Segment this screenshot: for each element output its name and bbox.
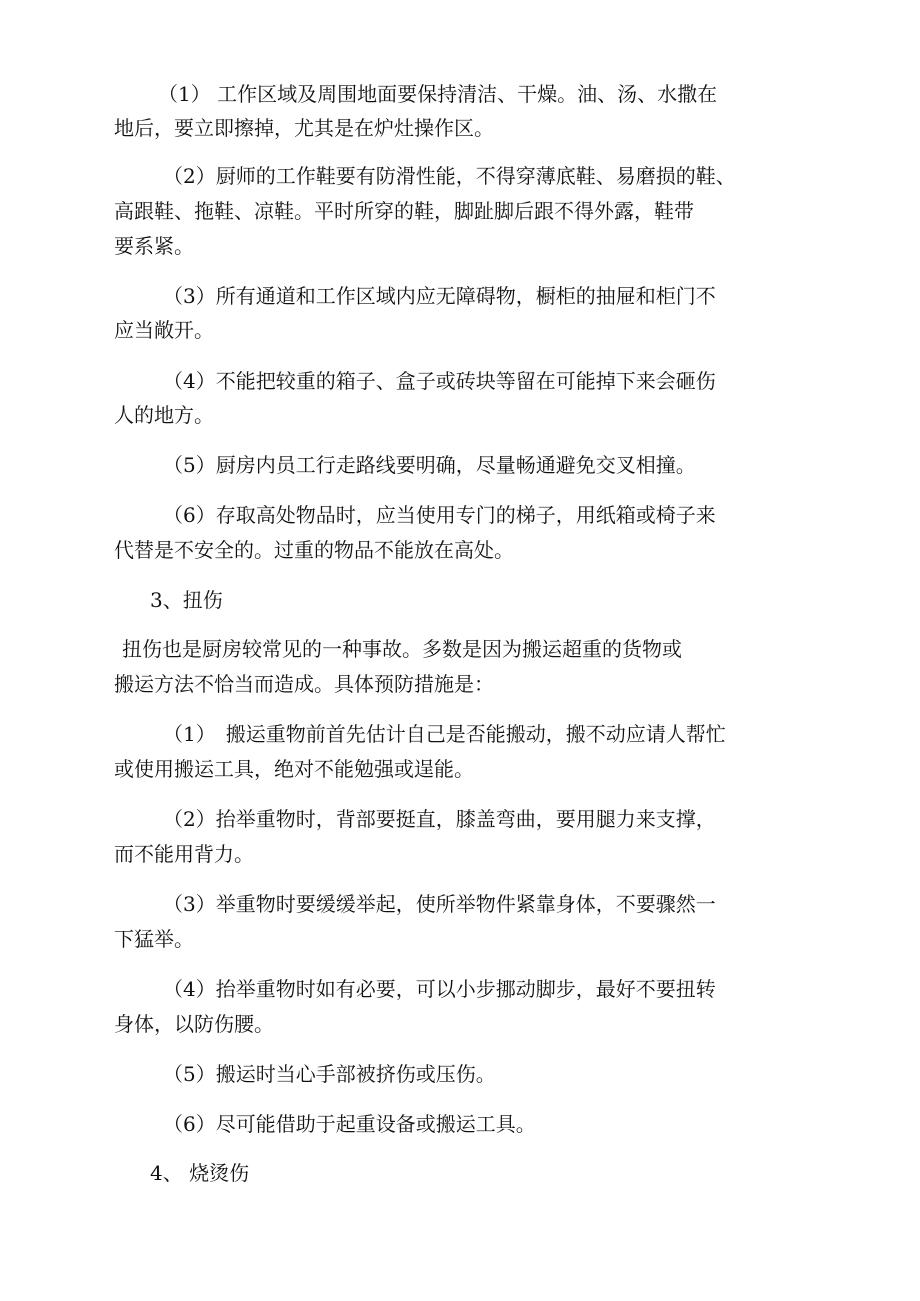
paragraph-12-line-1: （5）搬运时当心手部被挤伤或压伤。: [163, 1062, 496, 1086]
paragraph-6-line-2: 代替是不安全的。过重的物品不能放在高处。: [114, 538, 514, 562]
paragraph-7-line-1: 扭伤也是厨房较常见的一种事故。多数是因为搬运超重的货物或: [122, 637, 682, 661]
paragraph-2-line-2: 高跟鞋、拖鞋、凉鞋。平时所穿的鞋，脚趾脚后跟不得外露，鞋带: [114, 199, 694, 223]
paragraph-3-line-2: 应当敞开。: [114, 318, 214, 342]
paragraph-6-line-1: （6）存取高处物品时，应当使用专门的梯子，用纸箱或椅子来: [163, 503, 716, 527]
paragraph-3-line-1: （3）所有通道和工作区域内应无障碍物，橱柜的抽屉和柜门不: [163, 284, 716, 308]
paragraph-9-line-1: （2）抬举重物时，背部要挺直，膝盖弯曲，要用腿力来支撑，: [163, 807, 716, 831]
paragraph-9-line-2: 而不能用背力。: [114, 842, 254, 866]
paragraph-13-line-1: （6）尽可能借助于起重设备或搬运工具。: [163, 1112, 536, 1136]
paragraph-1-line-2: 地后，要立即擦掉，尤其是在炉灶操作区。: [114, 116, 494, 140]
paragraph-11-line-2: 身体，以防伤腰。: [114, 1012, 274, 1036]
paragraph-10-line-2: 下猛举。: [114, 927, 194, 951]
section-heading-sprain: 3、扭伤: [150, 588, 223, 612]
paragraph-1-line-1: （1） 工作区域及周围地面要保持清洁、干燥。油、汤、水撒在: [158, 82, 718, 106]
paragraph-4-line-2: 人的地方。: [114, 403, 214, 427]
paragraph-7-line-2: 搬运方法不恰当而造成。具体预防措施是：: [114, 672, 494, 696]
paragraph-10-line-1: （3）举重物时要缓缓举起，使所举物件紧靠身体，不要骤然一: [163, 892, 716, 916]
paragraph-2-line-3: 要系紧。: [114, 234, 194, 258]
section-heading-burns: 4、 烧烫伤: [150, 1161, 250, 1185]
paragraph-5-line-1: （5）厨房内员工行走路线要明确，尽量畅通避免交叉相撞。: [163, 453, 696, 477]
paragraph-11-line-1: （4）抬举重物时如有必要，可以小步挪动脚步，最好不要扭转: [163, 977, 716, 1001]
paragraph-8-line-1: （1） 搬运重物前首先估计自己是否能搬动，搬不动应请人帮忙: [163, 722, 726, 746]
paragraph-2-line-1: （2）厨师的工作鞋要有防滑性能，不得穿薄底鞋、易磨损的鞋、: [163, 164, 736, 188]
paragraph-4-line-1: （4）不能把较重的箱子、盒子或砖块等留在可能掉下来会砸伤: [163, 369, 716, 393]
paragraph-8-line-2: 或使用搬运工具，绝对不能勉强或逞能。: [114, 757, 474, 781]
